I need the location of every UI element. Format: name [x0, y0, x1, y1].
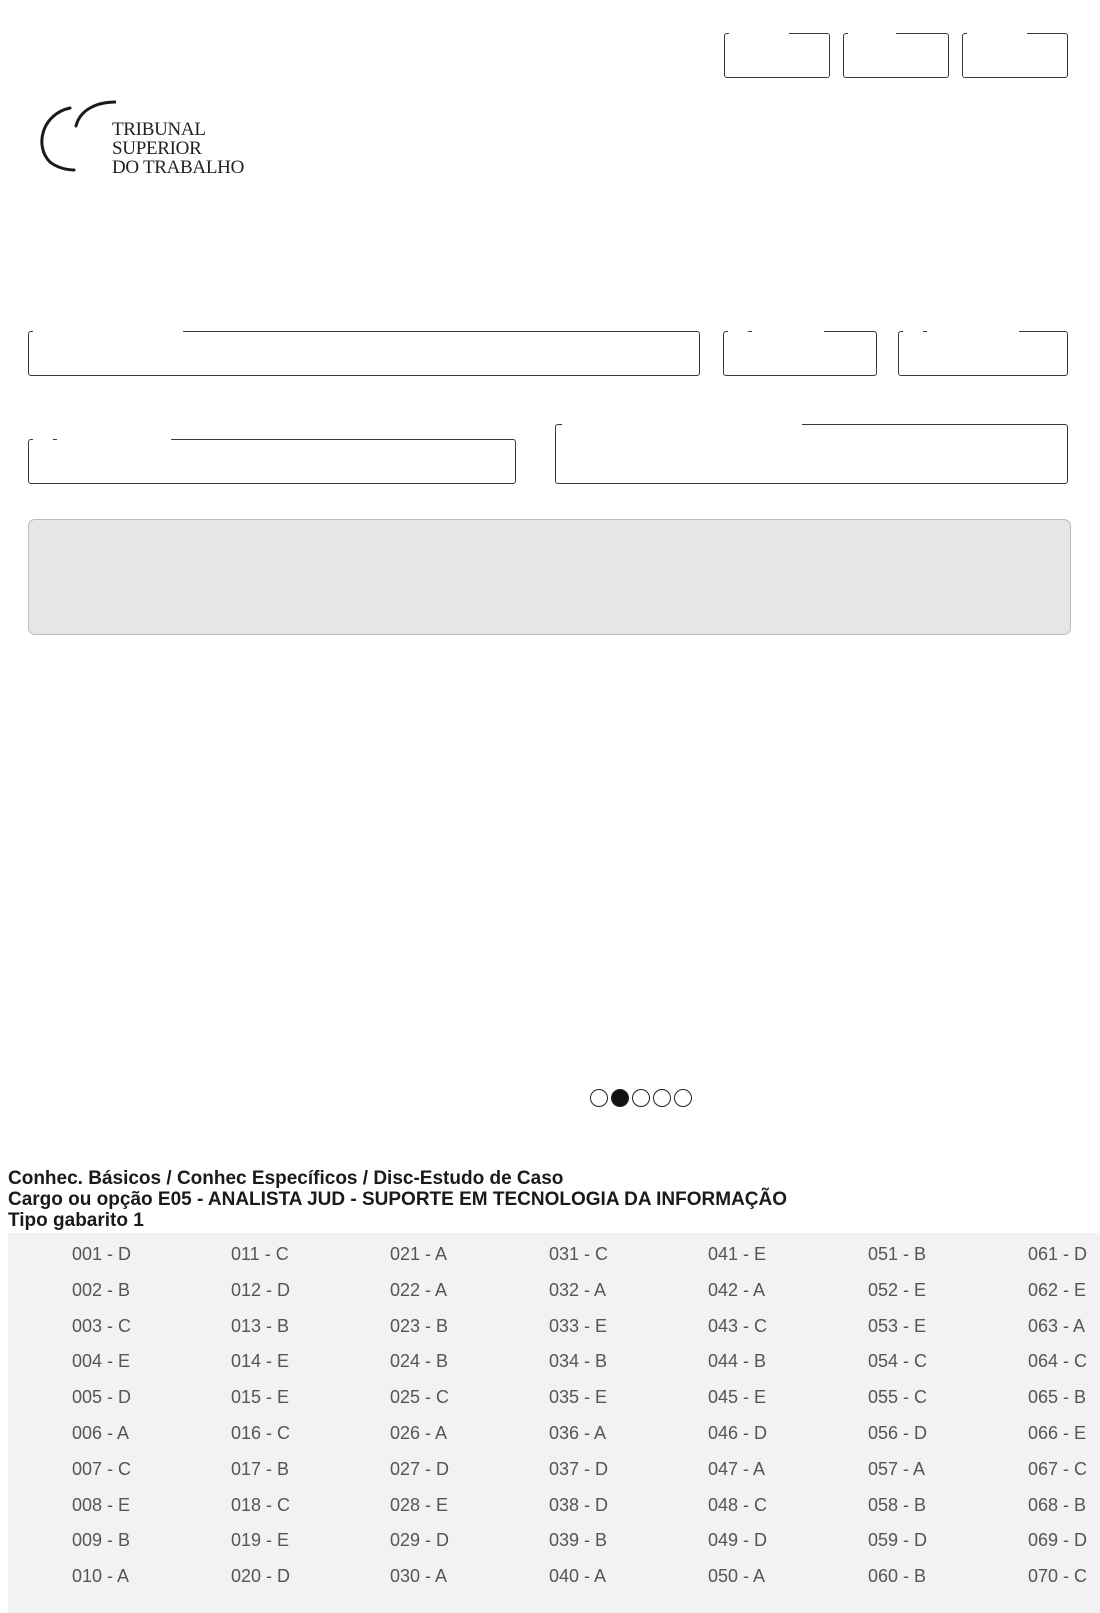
answer-item: 051 - B [868, 1244, 927, 1264]
answer-item: 070 - C [1028, 1566, 1088, 1587]
answer-item: 057 - A [868, 1458, 926, 1479]
answer-item: 055 - C [868, 1387, 928, 1408]
answer-item: 043 - C [708, 1315, 768, 1336]
answer-item: 033 - E [549, 1315, 608, 1336]
answer-item: 052 - E [868, 1279, 927, 1300]
answer-key-title-line1: Conhec. Básicos / Conhec Específicos / Disc-Estudo de Caso [8, 1168, 564, 1189]
answer-item: 058 - B [868, 1494, 927, 1515]
answer-item: 045 - E [708, 1387, 767, 1408]
answer-item: 027 - D [390, 1458, 450, 1479]
answer-item: 063 - A [1028, 1315, 1086, 1336]
answer-item: 002 - B [72, 1279, 131, 1300]
answer-item: 068 - B [1028, 1494, 1087, 1515]
answer-item: 017 - B [231, 1458, 290, 1479]
answer-item: 041 - E [708, 1244, 767, 1264]
form-field-left[interactable] [28, 439, 516, 484]
answer-item: 061 - D [1028, 1244, 1088, 1264]
progress-dot [674, 1089, 692, 1107]
answer-item: 046 - D [708, 1423, 768, 1443]
answer-item: 044 - B [708, 1351, 767, 1372]
answer-key-header [8, 1168, 787, 1231]
answer-item: 040 - A [549, 1566, 607, 1587]
answer-item: 062 - E [1028, 1279, 1087, 1300]
answer-item: 029 - D [390, 1530, 450, 1551]
answer-item: 065 - B [1028, 1387, 1087, 1408]
answer-item: 053 - E [868, 1315, 927, 1336]
header-box-2 [843, 33, 949, 78]
answer-item: 047 - A [708, 1458, 766, 1479]
answer-item: 010 - A [72, 1566, 130, 1587]
answer-item: 011 - C [231, 1244, 289, 1264]
answer-item: 022 - A [390, 1279, 448, 1300]
answer-item: 024 - B [390, 1351, 449, 1372]
progress-dot [653, 1089, 671, 1107]
answer-item: 004 - E [72, 1351, 131, 1372]
answer-item: 050 - A [708, 1566, 766, 1587]
answer-item: 012 - D [231, 1279, 291, 1300]
logo-text-line2: DO TRABALHO [112, 157, 244, 178]
answer-item: 019 - E [231, 1530, 290, 1551]
info-panel [28, 519, 1071, 635]
answer-item: 014 - E [231, 1351, 290, 1372]
answer-item: 048 - C [708, 1494, 768, 1515]
answer-key-title-line3: Tipo gabarito 1 [8, 1210, 144, 1231]
answer-item: 016 - C [231, 1423, 291, 1443]
form-field-name[interactable] [28, 331, 700, 376]
logo-text-line1: TRIBUNAL SUPERIOR [112, 119, 205, 159]
answer-item: 035 - E [549, 1387, 608, 1408]
answer-item: 059 - D [868, 1530, 928, 1551]
answer-item: 054 - C [868, 1351, 928, 1372]
answer-item: 056 - D [868, 1423, 928, 1443]
answer-item: 003 - C [72, 1315, 132, 1336]
answer-item: 031 - C [549, 1244, 609, 1264]
answer-item: 015 - E [231, 1387, 290, 1408]
answer-item: 067 - C [1028, 1458, 1088, 1479]
form-field-small-2[interactable] [898, 331, 1068, 376]
answer-item: 018 - C [231, 1494, 291, 1515]
answer-item: 021 - A [390, 1244, 448, 1264]
progress-dot-active [611, 1089, 629, 1107]
tst-logo-arc-icon [36, 96, 116, 176]
answer-item: 039 - B [549, 1530, 608, 1551]
progress-dot [590, 1089, 608, 1107]
answer-item: 023 - B [390, 1315, 449, 1336]
answer-item: 009 - B [72, 1530, 131, 1551]
header-box-3 [962, 33, 1068, 78]
form-field-right[interactable] [555, 424, 1068, 484]
tst-logo [36, 96, 296, 176]
answer-item: 042 - A [708, 1279, 766, 1300]
answer-item: 020 - D [231, 1566, 291, 1587]
answer-item: 069 - D [1028, 1530, 1088, 1551]
answer-key-title-line2: Cargo ou opção E05 - ANALISTA JUD - SUPORTE EM TECNOLOGIA DA INFORMAÇÃO [8, 1189, 788, 1210]
answer-item: 066 - E [1028, 1423, 1087, 1443]
answer-item: 038 - D [549, 1494, 609, 1515]
answer-item: 064 - C [1028, 1351, 1088, 1372]
answer-item: 049 - D [708, 1530, 768, 1551]
answer-item: 036 - A [549, 1423, 607, 1443]
answer-item: 001 - D [72, 1244, 132, 1264]
page-progress-dots [590, 1089, 692, 1107]
answer-item: 006 - A [72, 1423, 130, 1443]
answer-item: 028 - E [390, 1494, 449, 1515]
progress-dot [632, 1089, 650, 1107]
answer-item: 037 - D [549, 1458, 609, 1479]
answer-item: 026 - A [390, 1423, 448, 1443]
header-box-1 [724, 33, 830, 78]
answer-item: 008 - E [72, 1494, 131, 1515]
answer-item: 005 - D [72, 1387, 132, 1408]
answer-item: 034 - B [549, 1351, 608, 1372]
answer-item: 030 - A [390, 1566, 448, 1587]
answer-key-grid [8, 1233, 1100, 1613]
form-field-small-1[interactable] [723, 331, 877, 376]
answer-item: 060 - B [868, 1566, 927, 1587]
answer-item: 025 - C [390, 1387, 450, 1408]
answer-item: 007 - C [72, 1458, 132, 1479]
answer-item: 032 - A [549, 1279, 607, 1300]
answer-item: 013 - B [231, 1315, 290, 1336]
